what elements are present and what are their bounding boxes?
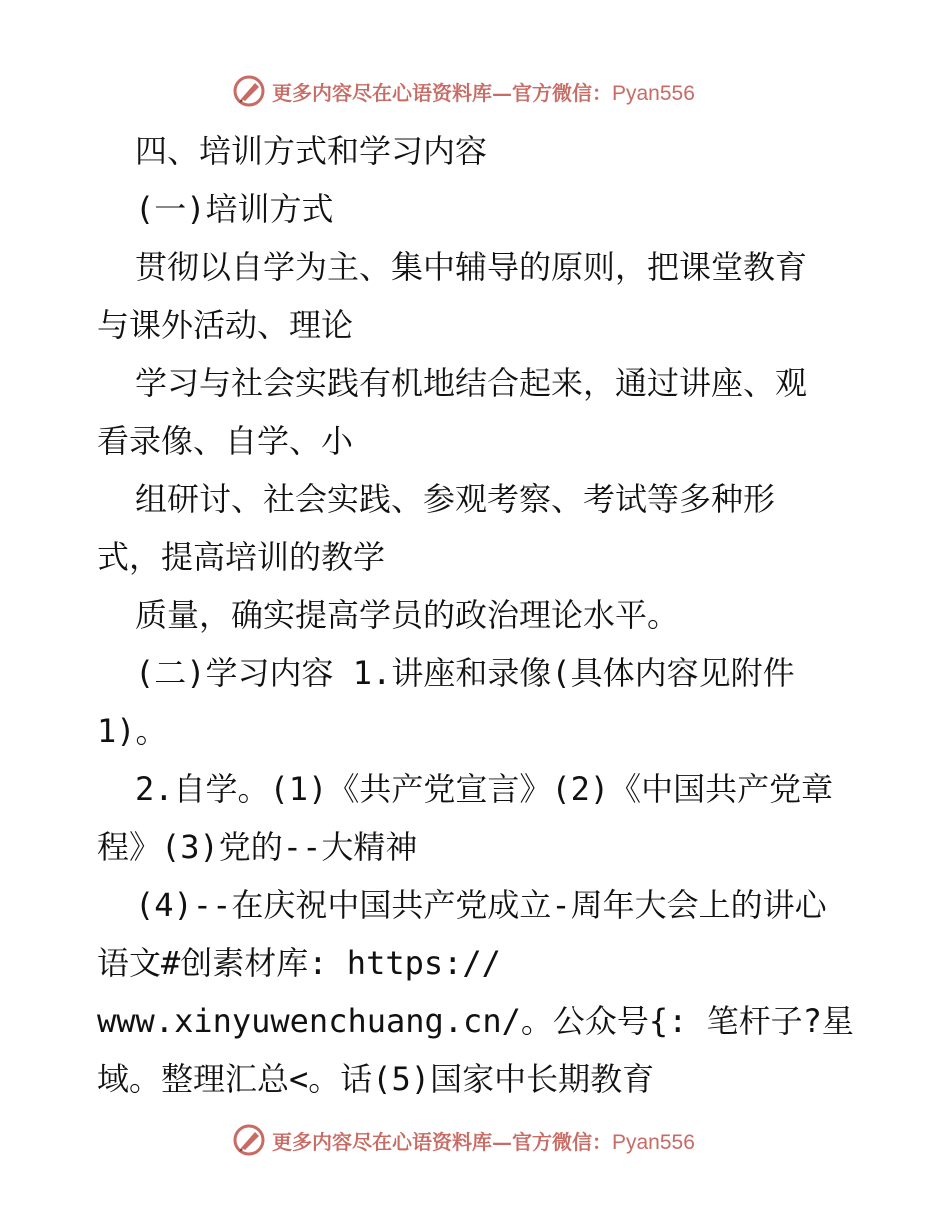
pen-logo-icon xyxy=(232,1123,266,1157)
subsection-heading-learning-content: (二)学习内容 1.讲座和录像(具体内容见附件 xyxy=(135,654,795,692)
watermark-wechat-id: Pyan556 xyxy=(612,81,695,105)
paragraph-line: www.xinyuwenchuang.cn/。公众号{: 笔杆子?星 xyxy=(97,1002,854,1040)
paragraph-line: 学习与社会实践有机地结合起来，通过讲座、观 xyxy=(135,364,808,402)
paragraph-line: 与课外活动、理论 xyxy=(97,306,354,344)
paragraph-line: 语文#创素材库: https:// xyxy=(97,944,501,982)
paragraph-line: 域。整理汇总<。话(5)国家中长期教育 xyxy=(97,1060,655,1098)
paragraph-line: 质量，确实提高学员的政治理论水平。 xyxy=(135,596,680,634)
document-body xyxy=(97,122,857,1108)
header-watermark xyxy=(232,71,695,111)
paragraph-line: 组研讨、社会实践、参观考察、考试等多种形 xyxy=(135,480,776,518)
paragraph-line: (4)--在庆祝中国共产党成立-周年大会上的讲心 xyxy=(135,886,827,924)
paragraph-line: 1)。 xyxy=(97,712,168,750)
watermark-text xyxy=(272,1126,695,1155)
paragraph-line: 贯彻以自学为主、集中辅导的原则，把课堂教育 xyxy=(135,248,808,286)
watermark-text-cn: 更多内容尽在心语资料库—官方微信： xyxy=(272,80,612,105)
subsection-heading-training-method: (一)培训方式 xyxy=(135,190,334,228)
paragraph-line: 程》(3)党的--大精神 xyxy=(97,828,418,866)
watermark-text xyxy=(272,77,695,106)
footer-watermark xyxy=(232,1120,695,1160)
pen-logo-icon xyxy=(232,74,266,108)
section-heading: 四、培训方式和学习内容 xyxy=(135,132,488,170)
watermark-wechat-id: Pyan556 xyxy=(612,1130,695,1154)
watermark-text-cn: 更多内容尽在心语资料库—官方微信： xyxy=(272,1129,612,1154)
paragraph-line: 2.自学。(1)《共产党宣言》(2)《中国共产党章 xyxy=(135,770,834,808)
paragraph-line: 看录像、自学、小 xyxy=(97,422,354,460)
paragraph-line: 式，提高培训的教学 xyxy=(97,538,386,576)
